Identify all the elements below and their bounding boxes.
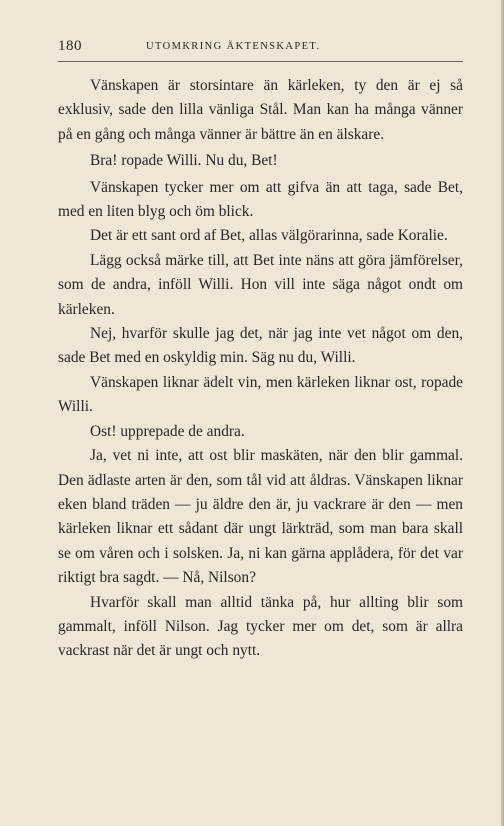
paragraph: Nej, hvarför skulle jag det, när jag inte vet något om den, sade Bet med en oskyldig min. Säg nu du, Willi. (58, 325, 463, 367)
running-title: UTOMKRING ÄKTENSKAPET. (146, 41, 321, 52)
body-text (58, 74, 463, 664)
page-number: 180 (58, 38, 82, 54)
paragraph: Ja, vet ni inte, att ost blir maskäten, när den blir gammal. Den ädlaste arten är den, som tål vid att åldras. Vänskapen liknar eken bland träden — ju äldre den är, ju vackrare är den — men kärleken liknar ett sådant där ungt lärkträd, som man bara skall se om våren och i solsken. Ja, ni kan gärna applådera, för det var riktigt bra sagdt. — Nå, Nilson? (58, 447, 463, 587)
paragraph: Hvarför skall man alltid tänka på, hur allting blir som gammalt, inföll Nilson. Jag tycker mer om det, som är allra vackrast när det är ungt och nytt. (58, 593, 463, 660)
paragraph: Bra! ropade Willi. Nu du, Bet! (90, 152, 278, 170)
paragraph: Lägg också märke till, att Bet inte näns att göra jämförelser, som de andra, inföll Willi. Hon vill inte säga något ondt om kärleken. (58, 251, 463, 318)
page-header (58, 38, 463, 58)
header-rule (58, 61, 463, 62)
paragraph: Vänskapen är storsintare än kärleken, ty den är ej så exklusiv, sade den lilla vänliga Stål. Man kan ha många vänner på en gång och många vänner är bättre än en älskare. (58, 77, 463, 143)
paragraph: Ost! upprepade de andra. (90, 422, 245, 440)
paragraph: Det är ett sant ord af Bet, allas välgörarinna, sade Koralie. (90, 227, 448, 245)
paragraph: Vänskapen tycker mer om att gifva än att taga, sade Bet, med en liten blyg och öm blick. (58, 178, 463, 221)
paragraph: Vänskapen liknar ädelt vin, men kärleken liknar ost, ropade Willi. (58, 373, 463, 416)
